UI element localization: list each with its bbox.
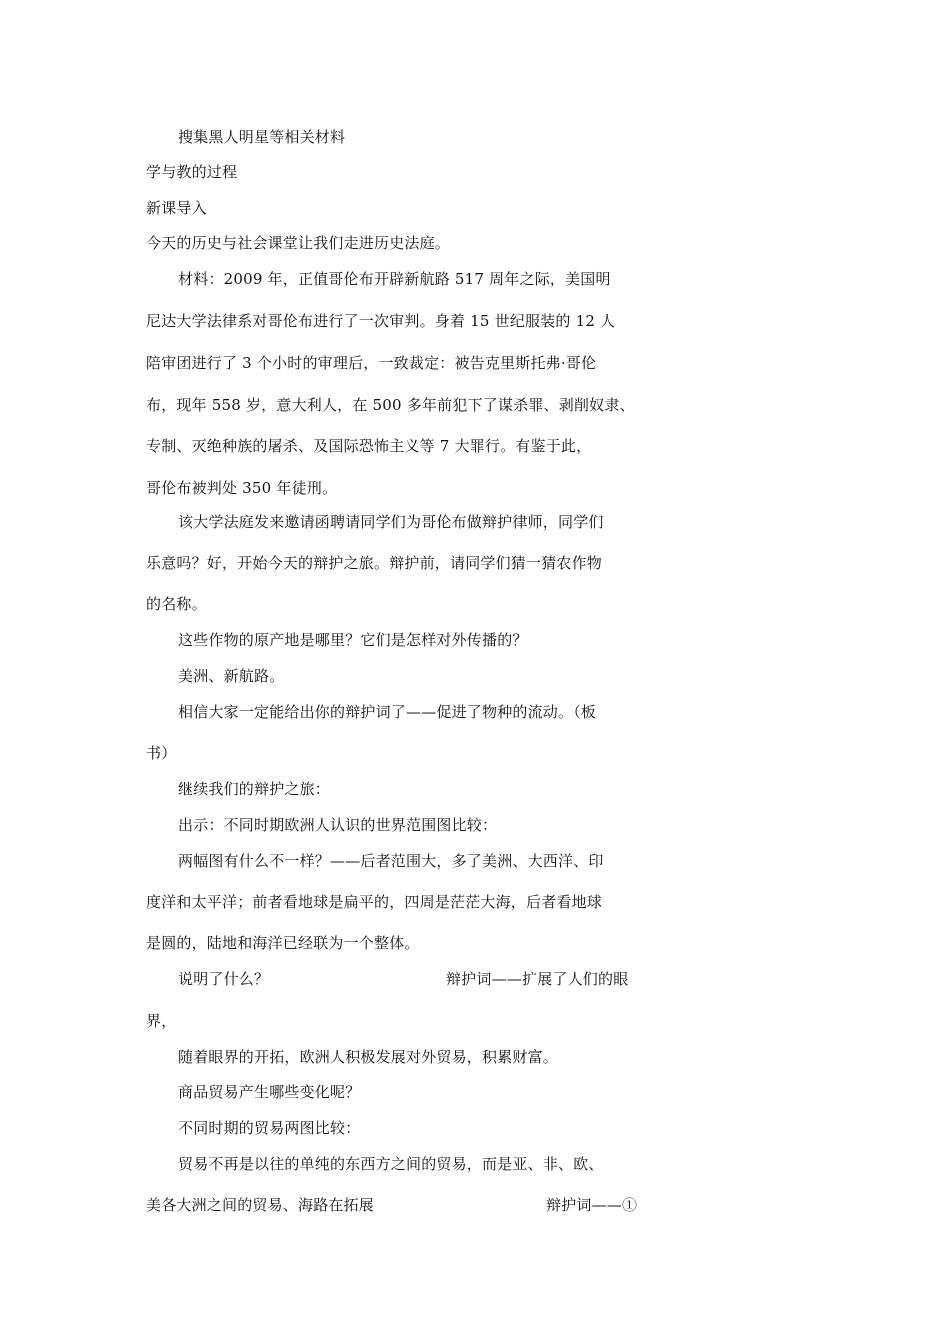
paragraph-line: 出示：不同时期欧洲人认识的世界范围图比较： bbox=[178, 816, 498, 834]
paragraph-line: 度洋和太平洋；前者看地球是扁平的，四周是茫茫大海，后者看地球 bbox=[146, 893, 603, 911]
section-heading-process: 学与教的过程 bbox=[146, 163, 238, 181]
paragraph-line: 贸易不再是以往的单纯的东西方之间的贸易，而是亚、非、欧、 bbox=[178, 1155, 604, 1173]
paragraph-line: 这些作物的原产地是哪里？它们是怎样对外传播的？ bbox=[178, 631, 528, 649]
paragraph-line: 是圆的，陆地和海洋已经联为一个整体。 bbox=[146, 934, 420, 952]
paragraph-line: 说明了什么？ bbox=[178, 970, 270, 988]
paragraph-line: 的名称。 bbox=[146, 595, 207, 613]
paragraph-line: 尼达大学法律系对哥伦布进行了一次审判。身着 15 世纪服装的 12 人 bbox=[146, 312, 616, 330]
prep-materials-line: 搜集黑人明星等相关材料 bbox=[178, 128, 346, 146]
paragraph-line: 今天的历史与社会课堂让我们走进历史法庭。 bbox=[146, 234, 451, 252]
paragraph-line: 专制、灭绝种族的屠杀、及国际恐怖主义等 7 大罪行。有鉴于此， bbox=[146, 437, 592, 455]
paragraph-line: 商品贸易产生哪些变化呢？ bbox=[178, 1083, 361, 1101]
paragraph-line: 界， bbox=[146, 1012, 177, 1030]
defense-statement: 辩护词——扩展了人们的眼 bbox=[446, 970, 629, 988]
paragraph-line: 随着眼界的开拓，欧洲人积极发展对外贸易，积累财富。 bbox=[178, 1048, 559, 1066]
paragraph-line: 美洲、新航路。 bbox=[178, 667, 285, 685]
paragraph-line: 相信大家一定能给出你的辩护词了——促进了物种的流动。（板 bbox=[178, 703, 597, 721]
paragraph-line: 陪审团进行了 3 个小时的审理后，一致裁定：被告克里斯托弗·哥伦 bbox=[146, 354, 597, 372]
paragraph-line: 美各大洲之间的贸易、海路在拓展 bbox=[146, 1196, 375, 1214]
paragraph-line: 哥伦布被判处 350 年徒刑。 bbox=[146, 479, 338, 497]
paragraph-line: 布，现年 558 岁，意大利人，在 500 多年前犯下了谋杀罪、剥削奴隶、 bbox=[146, 396, 635, 414]
paragraph-line: 不同时期的贸易两图比较： bbox=[178, 1119, 361, 1137]
paragraph-line: 继续我们的辩护之旅： bbox=[178, 780, 331, 798]
paragraph-line: 乐意吗？好，开始今天的辩护之旅。辩护前，请同学们猜一猜农作物 bbox=[146, 554, 603, 572]
paragraph-line: 该大学法庭发来邀请函聘请同学们为哥伦布做辩护律师，同学们 bbox=[178, 513, 604, 531]
paragraph-line: 书） bbox=[146, 744, 177, 762]
paragraph-line: 材料：2009 年，正值哥伦布开辟新航路 517 周年之际，美国明 bbox=[178, 270, 611, 288]
paragraph-line: 两幅图有什么不一样？——后者范围大，多了美洲、大西洋、印 bbox=[178, 852, 604, 870]
section-heading-intro: 新课导入 bbox=[146, 199, 207, 217]
defense-statement: 辩护词——① bbox=[546, 1196, 638, 1214]
